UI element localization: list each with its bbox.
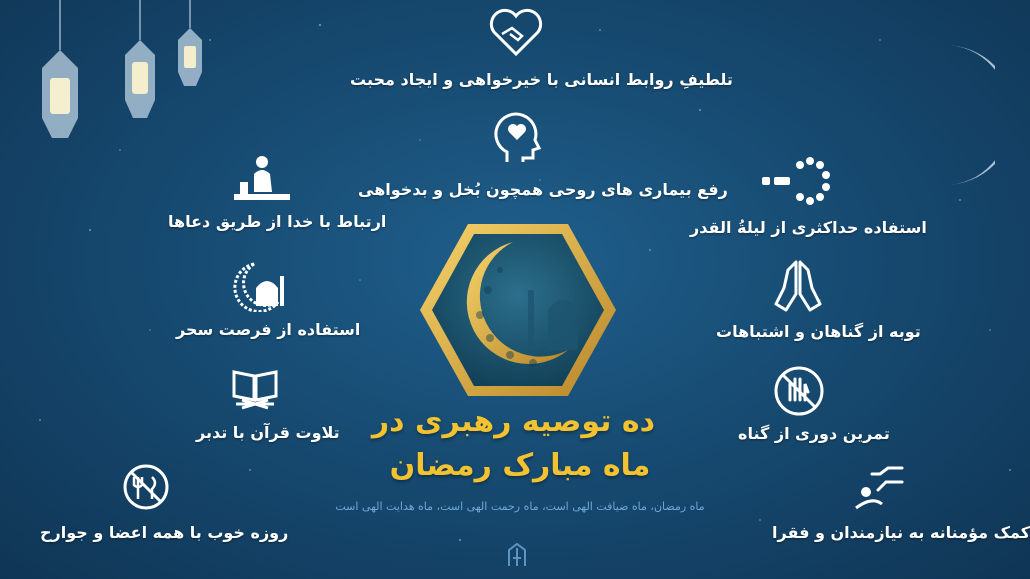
item-left-1: ارتباط با خدا از طریق دعاها bbox=[168, 212, 387, 231]
page-title-line1: ده توصیه رهبری در bbox=[371, 404, 655, 439]
praying-hands-icon bbox=[772, 258, 824, 314]
no-food-icon bbox=[122, 463, 170, 511]
item-right-3: تمرین دوری از گناه bbox=[738, 424, 890, 443]
quran-book-icon bbox=[230, 366, 280, 410]
page-title-line2: ماه مبارک رمضان bbox=[389, 448, 651, 483]
item-left-3: تلاوت قرآن با تدبر bbox=[196, 423, 340, 442]
item-left-4: روزه خوب با همه اعضا و جوارح bbox=[40, 523, 289, 542]
head-heart-icon bbox=[493, 110, 545, 166]
logo bbox=[505, 540, 529, 570]
giving-hand-icon bbox=[852, 460, 906, 512]
item-left-2: استفاده از فرصت سحر bbox=[176, 320, 361, 339]
item-top-1: تلطیفِ روابط انسانی با خیرخواهی و ایجاد محبت bbox=[350, 70, 733, 89]
crescent-moon bbox=[905, 40, 995, 190]
item-right-4: کمک مؤمنانه به نیازمندان و فقرا bbox=[772, 523, 1030, 542]
center-emblem bbox=[418, 220, 618, 400]
item-top-2: رفع بیماری های روحی همچون بُخل و بدخواهی bbox=[358, 180, 728, 199]
item-right-1: استفاده حداکثری از لیلةُ القدر bbox=[690, 218, 927, 237]
hanging-lanterns bbox=[20, 0, 220, 170]
crescent-mosque-icon bbox=[230, 262, 290, 312]
prayer-beads-icon bbox=[760, 155, 832, 207]
stop-hand-icon bbox=[772, 364, 826, 418]
item-right-2: توبه از گناهان و اشتباهات bbox=[716, 322, 921, 341]
praying-man-icon bbox=[232, 152, 292, 204]
handshake-heart-icon bbox=[488, 8, 544, 58]
subtitle: ماه رمضان، ماه ضیافت الهی است، ماه رحمت الهی است، ماه هدایت الهی است bbox=[335, 500, 705, 513]
